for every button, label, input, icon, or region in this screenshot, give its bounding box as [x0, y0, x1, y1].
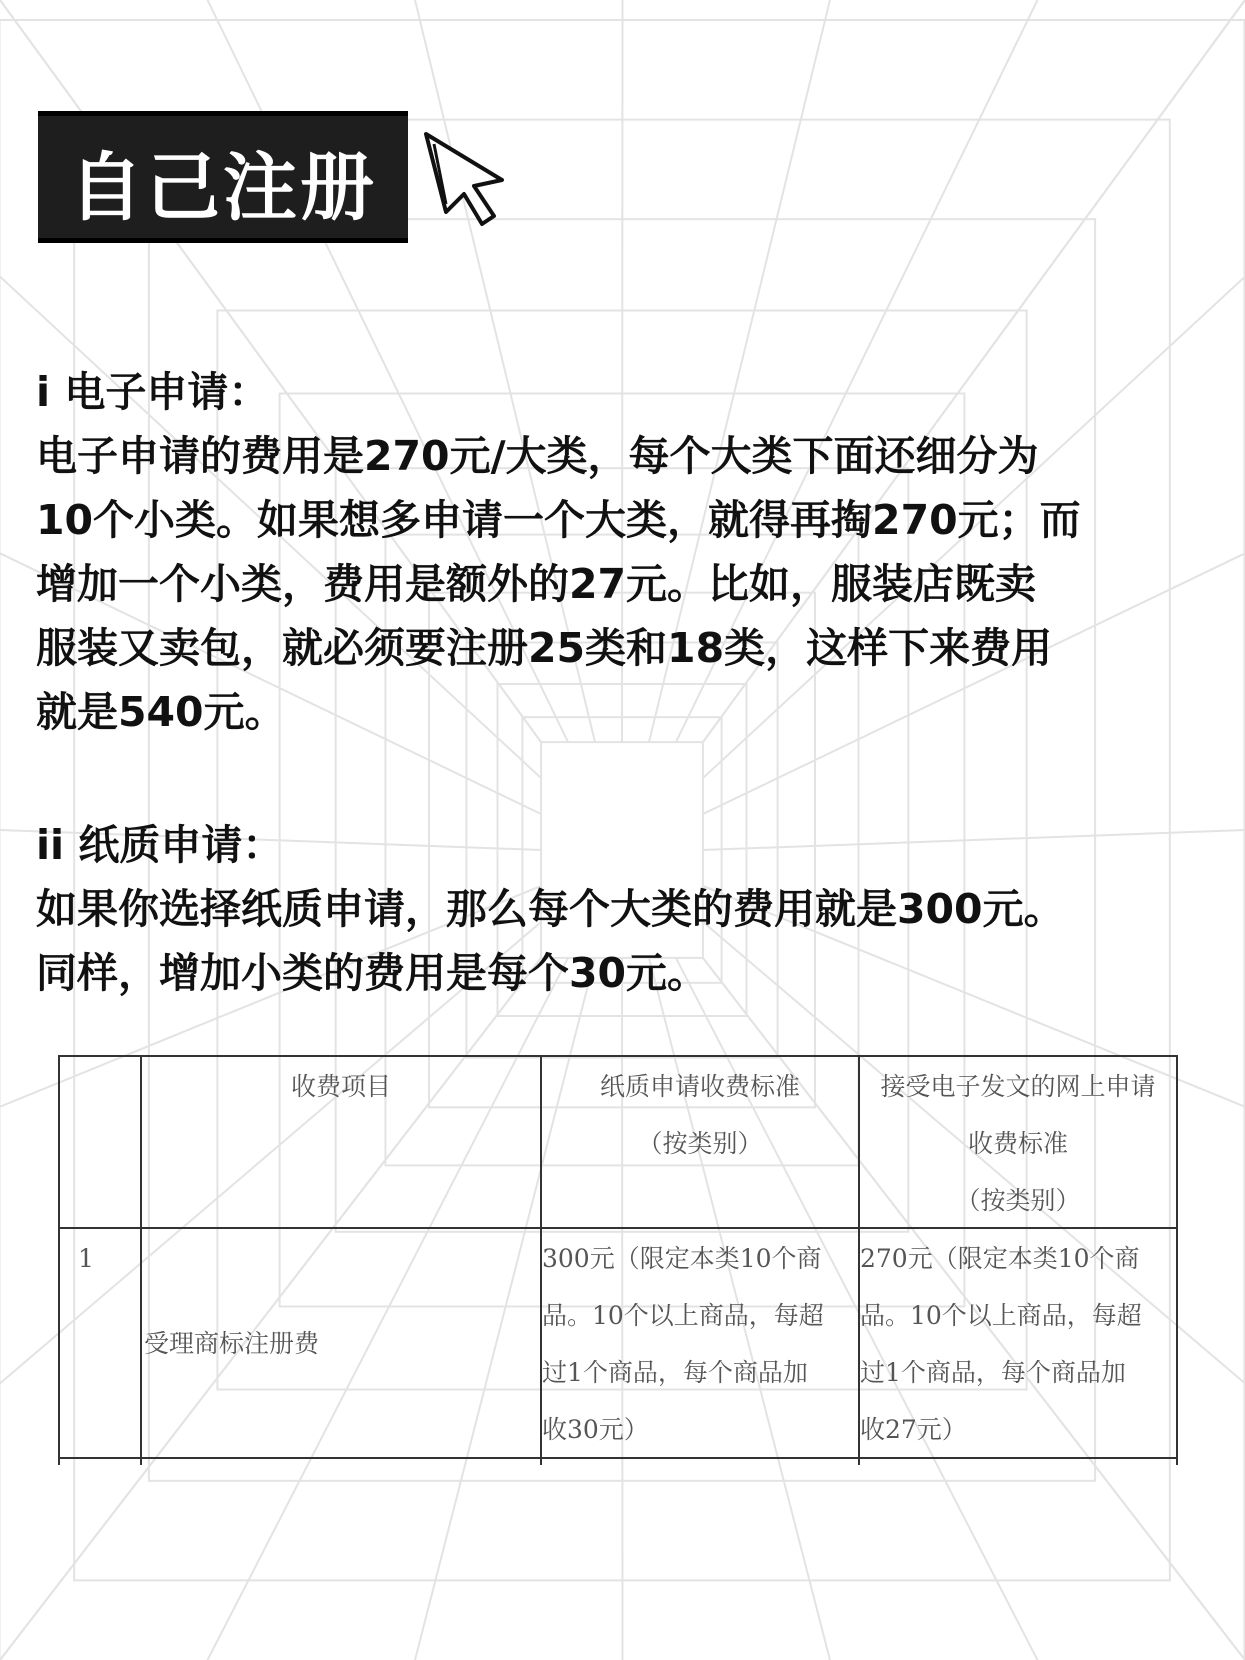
- header-text: 收费项目: [290, 1072, 391, 1101]
- row-online-fee: [860, 1230, 1176, 1458]
- header-online: [860, 1058, 1176, 1229]
- header-paper: [542, 1058, 858, 1172]
- paragraph-line: 服装又卖包，就必须要注册25类和18类，这样下来费用: [36, 624, 1053, 672]
- mouse-cursor-icon: [418, 128, 510, 230]
- paragraph-line: 10个小类。如果想多申请一个大类，就得再掏270元；而: [36, 496, 1081, 544]
- row-paper-fee: [542, 1230, 858, 1458]
- section-electronic-application: [36, 360, 1216, 744]
- page-title: 自己注册: [69, 145, 377, 231]
- paragraph-line: 就是540元。: [36, 688, 286, 736]
- title-banner: [38, 111, 408, 243]
- fee-table: [58, 1055, 1178, 1465]
- cell-line: 过1个商品，每个商品加: [860, 1358, 1126, 1387]
- paragraph-line: 增加一个小类，费用是额外的27元。比如，服装店既卖: [36, 560, 1037, 608]
- paragraph-line: 电子申请的费用是270元/大类，每个大类下面还细分为: [36, 432, 1039, 480]
- header-text: （按类别）: [637, 1129, 763, 1158]
- header-text: 接受电子发文的网上申请: [880, 1072, 1156, 1101]
- cell-line: 品。10个以上商品，每超: [860, 1301, 1142, 1330]
- table-border: [58, 1055, 60, 1465]
- cell-line: 过1个商品，每个商品加: [542, 1358, 808, 1387]
- section-heading: i 电子申请：: [36, 368, 270, 416]
- row-number: 1: [78, 1244, 94, 1273]
- row-item: 受理商标注册费: [144, 1329, 320, 1358]
- section-paper-application: [36, 813, 1216, 1005]
- cell-line: 品。10个以上商品，每超: [542, 1301, 824, 1330]
- cell-line: 收27元）: [860, 1415, 967, 1444]
- cell-line: 300元（限定本类10个商: [542, 1244, 822, 1273]
- paragraph-line: 如果你选择纸质申请，那么每个大类的费用就是300元。: [36, 885, 1065, 933]
- cell-line: 270元（限定本类10个商: [860, 1244, 1140, 1273]
- header-text: 收费标准: [967, 1129, 1068, 1158]
- header-text: 纸质申请收费标准: [599, 1072, 800, 1101]
- table-border: [58, 1055, 1178, 1057]
- paragraph-line: 同样，增加小类的费用是每个30元。: [36, 949, 709, 997]
- table-border: [1176, 1055, 1178, 1465]
- header-text: （按类别）: [955, 1186, 1081, 1215]
- table-border: [140, 1055, 142, 1465]
- cell-line: 收30元）: [542, 1415, 649, 1444]
- header-item: [142, 1058, 540, 1115]
- section-heading: ii 纸质申请：: [36, 821, 284, 869]
